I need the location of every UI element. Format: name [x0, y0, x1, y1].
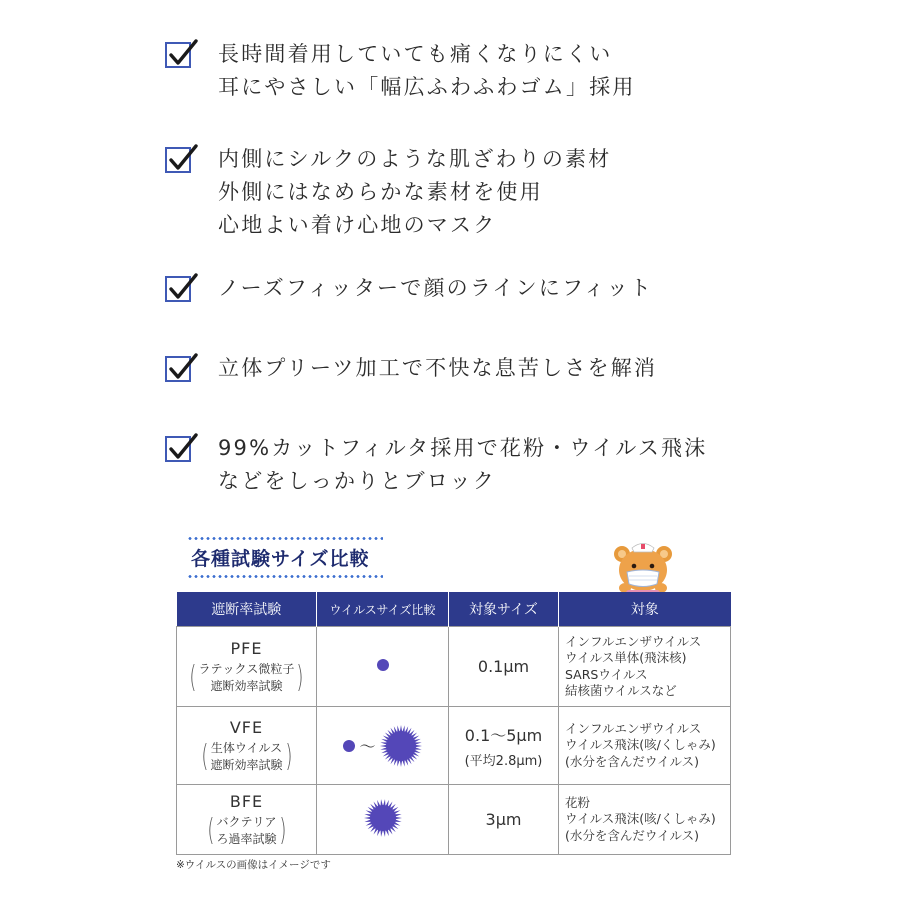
feature-line: 立体プリーツ加工で不快な息苦しさを解消	[218, 356, 658, 380]
dotted-divider	[187, 537, 383, 540]
feature-item	[165, 143, 611, 242]
feature-line: ノーズフィッターで顔のラインにフィット	[218, 276, 654, 300]
test-subtitle: 遮断効率試験	[210, 678, 283, 693]
target-line: (水分を含んだウイルス)	[565, 827, 700, 843]
dotted-divider	[187, 575, 383, 578]
size-cell	[449, 785, 559, 855]
feature-line: 内側にシルクのような肌ざわりの素材	[218, 147, 612, 171]
checkbox-icon	[165, 272, 197, 304]
target-line: (水分を含んだウイルス)	[565, 753, 700, 769]
test-name: VFE	[229, 717, 264, 737]
size-value: 0.1μm	[477, 657, 530, 676]
target-cell	[559, 627, 731, 707]
target-line: ウイルス飛沫(咳/くしゃみ)	[565, 811, 716, 827]
feature-line: 外側にはなめらかな素材を使用	[218, 180, 543, 204]
comparison-table	[176, 592, 731, 855]
feature-line: 長時間着用していても痛くなりにくい	[218, 42, 613, 66]
bear-mascot-icon	[612, 540, 674, 600]
virus-image-cell	[317, 785, 449, 855]
feature-item	[165, 38, 636, 104]
table-header-row	[177, 592, 731, 627]
virus-image-cell	[317, 627, 449, 707]
test-cell: VFE ( 生体ウイルス 遮断効率試験 )	[177, 707, 317, 785]
feature-item	[165, 352, 657, 385]
test-name: PFE	[230, 638, 263, 658]
test-cell: BFE ( バクテリア ろ過率試験 )	[177, 785, 317, 855]
small-virus-icon	[376, 658, 390, 672]
checkbox-icon	[165, 38, 197, 70]
section-title	[187, 537, 383, 581]
section-title-text: 各種試験サイズ比較	[191, 548, 370, 570]
size-average: (平均2.8μm)	[464, 753, 543, 769]
size-cell	[449, 707, 559, 785]
target-line: SARSウイルス	[565, 666, 648, 682]
feature-line: 耳にやさしい「幅広ふわふわゴム」採用	[218, 75, 636, 99]
feature-line: 心地よい着け心地のマスク	[218, 213, 497, 237]
size-cell	[449, 627, 559, 707]
target-line: ウイルス飛沫(咳/くしゃみ)	[565, 737, 716, 753]
test-subtitle: 遮断効率試験	[210, 757, 283, 772]
table-header: 遮断率試験	[177, 592, 317, 627]
feature-line: などをしっかりとブロック	[218, 469, 496, 493]
target-line: インフルエンザウイルス	[565, 633, 702, 649]
image-note: ※ウイルスの画像はイメージです	[176, 859, 331, 871]
target-line: ウイルス単体(飛沫核)	[565, 650, 687, 665]
checkbox-icon	[165, 143, 197, 175]
target-cell	[559, 707, 731, 785]
checkbox-icon	[165, 352, 197, 384]
large-virus-icon	[379, 724, 423, 768]
test-cell: PFE ( ラテックス微粒子 遮断効率試験 )	[177, 627, 317, 707]
virus-image-cell	[317, 707, 449, 785]
range-tilde: ～	[359, 737, 376, 756]
table-header: 対象	[559, 592, 731, 627]
table-row	[177, 707, 731, 785]
test-subtitle: ろ過率試験	[216, 831, 277, 846]
checkbox-icon	[165, 432, 197, 464]
feature-line: 99%カットフィルタ採用で花粉・ウイルス飛沫	[218, 436, 708, 460]
table-row	[177, 785, 731, 855]
test-subtitle: バクテリア	[216, 814, 277, 829]
target-line: 花粉	[565, 794, 591, 810]
feature-item	[165, 272, 653, 305]
test-subtitle: 生体ウイルス	[210, 740, 283, 755]
table-header: ウイルスサイズ比較	[317, 592, 449, 627]
target-cell	[559, 785, 731, 855]
feature-item	[165, 432, 707, 498]
test-name: BFE	[229, 791, 264, 811]
table-header: 対象サイズ	[449, 592, 559, 627]
size-value: 0.1～5μm	[464, 725, 543, 745]
medium-virus-icon	[363, 798, 403, 838]
target-line: 結核菌ウイルスなど	[565, 683, 677, 698]
test-subtitle: ラテックス微粒子	[198, 661, 295, 676]
target-line: インフルエンザウイルス	[565, 720, 702, 736]
small-virus-icon	[342, 739, 356, 753]
table-row	[177, 627, 731, 707]
size-value: 3μm	[485, 810, 522, 829]
